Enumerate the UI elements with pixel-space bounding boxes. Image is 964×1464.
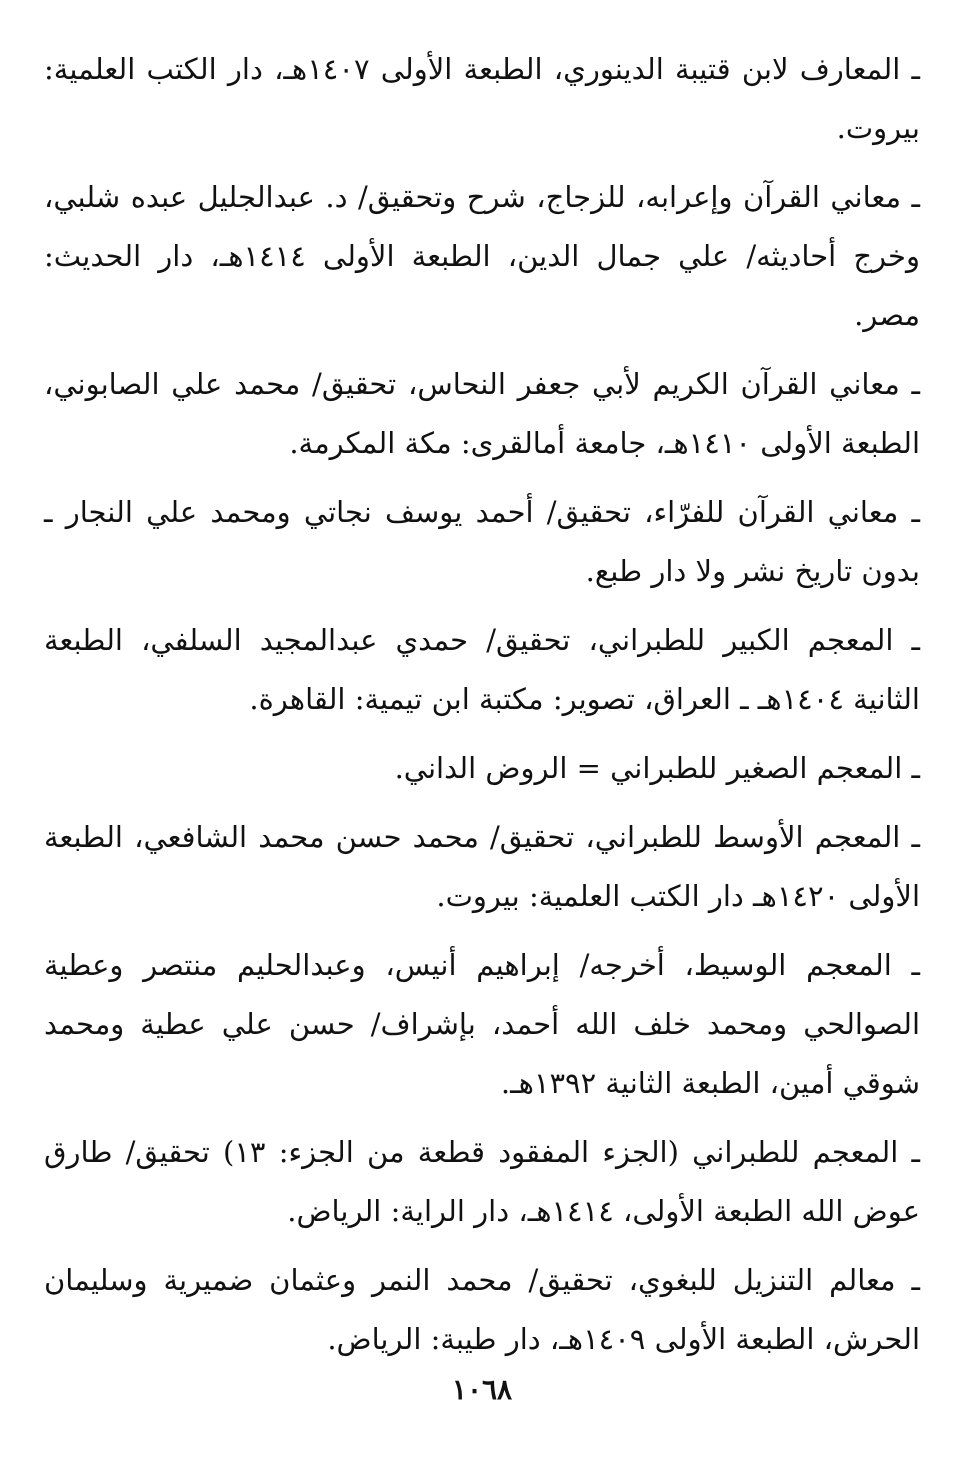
bibliography-entry: ـ المعارف لابن قتيبة الدينوري، الطبعة الأولى ١٤٠٧هـ، دار الكتب العلمية: بيروت. — [44, 52, 920, 145]
bibliography-entry: ـ معاني القرآن للفرّاء، تحقيق/ أحمد يوسف نجاتي ومحمد علي النجار ـ بدون تاريخ نشر ولا دار طبع. — [44, 495, 920, 588]
bibliography-entry: ـ المعجم الوسيط، أخرجه/ إبراهيم أنيس، وعبدالحليم منتصر وعطية الصوالحي ومحمد خلف الله أحمد، بإشراف/ حسن علي عطية ومحمد شوقي أمين، الطبعة الثانية ١٣٩٢هـ. — [44, 948, 920, 1100]
bibliography-list — [44, 40, 920, 1369]
bibliography-entry: ـ المعجم الأوسط للطبراني، تحقيق/ محمد حسن محمد الشافعي، الطبعة الأولى ١٤٢٠هـ دار الكتب العلمية: بيروت. — [44, 820, 921, 913]
page-number: ١٠٦٨ — [451, 1373, 513, 1406]
bibliography-entry: ـ المعجم الكبير للطبراني، تحقيق/ حمدي عبدالمجيد السلفي، الطبعة الثانية ١٤٠٤هـ ـ العراق، تصوير: مكتبة ابن تيمية: القاهرة. — [44, 623, 920, 716]
bibliography-entry: ـ معاني القرآن الكريم لأبي جعفر النحاس، تحقيق/ محمد علي الصابوني، الطبعة الأولى ١٤١٠هـ، جامعة أمالقرى: مكة المكرمة. — [44, 367, 920, 460]
bibliography-entry: ـ المعجم للطبراني (الجزء المفقود قطعة من الجزء: ١٣) تحقيق/ طارق عوض الله الطبعة الأولى، ١٤١٤هـ، دار الراية: الرياض. — [44, 1135, 921, 1228]
bibliography-entry: ـ معاني القرآن وإعرابه، للزجاج، شرح وتحقيق/ د. عبدالجليل عبده شلبي، وخرج أحاديثه/ علي جمال الدين، الطبعة الأولى ١٤١٤هـ، دار الحديث: مصر. — [44, 180, 920, 332]
bibliography-entry: ـ المعجم الصغير للطبراني = الروض الداني. — [394, 751, 920, 785]
bibliography-entry: ـ معالم التنزيل للبغوي، تحقيق/ محمد النمر وعثمان ضميرية وسليمان الحرش، الطبعة الأولى ١٤٠٩هـ، دار طيبة: الرياض. — [44, 1263, 920, 1356]
